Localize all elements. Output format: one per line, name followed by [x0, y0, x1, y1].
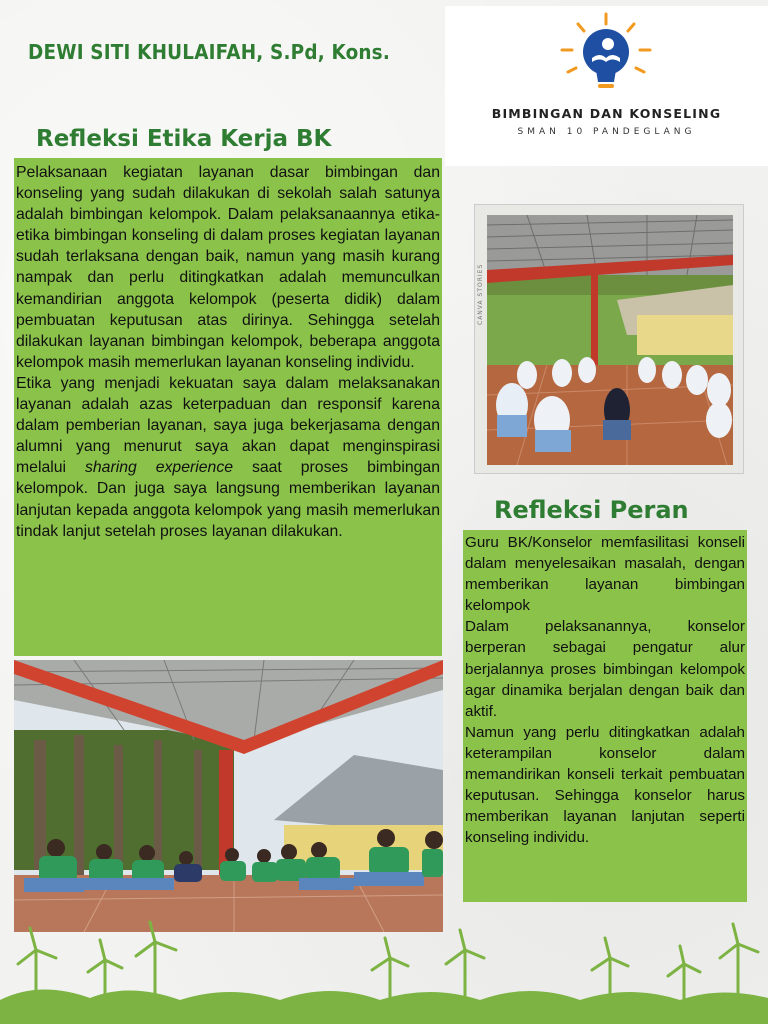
ethics-reflection-text	[14, 158, 442, 656]
section-heading-role: Refleksi Peran	[494, 496, 689, 524]
role-paragraph-3: Namun yang perlu ditingkatkan adalah keterampilan konselor dalam memandirikan konseli terkait pembuatan keputusan. Sehingga konselor harus memberikan layanan lanjutan seperti konseling individu.	[465, 723, 745, 847]
frame-label-left: CANVA STORIES	[477, 263, 484, 325]
ethics-paragraph-2	[16, 373, 440, 542]
school-logo	[445, 6, 768, 166]
role-reflection-text	[463, 530, 747, 902]
lightbulb-book-icon	[558, 10, 654, 106]
author-name: DEWI SITI KHULAIFAH, S.Pd, Kons.	[28, 40, 391, 64]
section-heading-ethics: Refleksi Etika Kerja BK	[36, 126, 332, 152]
logo-title: BIMBINGAN DAN KONSELING	[491, 106, 722, 121]
ethics-emphasis: sharing experience	[84, 459, 234, 477]
ethics-paragraph-2-end: saat proses bimbingan kelompok. Dan juga saya langsung memberikan layanan lanjutan kepada anggota kelompok yang masih memerlukan tindak lanjut setelah proses layanan dilakukan.	[16, 459, 440, 540]
role-paragraph-2: Dalam pelaksanannya, konselor berperan sebagai pengatur alur berjalannya proses bimbingan kelompok agar dinamika berjalan dengan baik dan aktif.	[465, 618, 745, 720]
photo-female-students	[474, 204, 744, 474]
ethics-paragraph-1: Pelaksanaan kegiatan layanan dasar bimbingan dan konseling yang sudah dilakukan di sekolah salah satunya adalah bimbingan kelompok. Dalam pelaksanaannya etika-etika bimbingan konseling di dalam proses kegiatan layanan sudah terlaksana dengan baik, namun yang masih kurang nampak dan perlu ditingkatkan adalah memunculkan kemandirian anggota kelompok (peserta didik) dalam pembuatan keputusan atas dirinya. Sehingga setelah dilakukan layanan bimbingan kelompok, beberapa anggota kelompok masih memerlukan layanan konseling individu.	[16, 164, 440, 371]
wind-turbine-decoration	[0, 920, 768, 1024]
ethics-paragraph-2-start: Etika yang menjadi kekuatan saya dalam melaksanakan layanan adalah azas keterpaduan dan responsif karena dalam pemberian layanan, saya juga bekerjasama dengan alumni yang menurut saya akan dapat menginspirasi melalui	[16, 374, 440, 477]
role-paragraph-1: Guru BK/Konselor memfasilitasi konseli dalam menyelesaikan masalah, dengan memberikan layanan bimbingan kelompok	[465, 534, 745, 615]
logo-subtitle: SMAN 10 PANDEGLANG	[517, 127, 696, 137]
photo-male-students	[14, 660, 443, 932]
